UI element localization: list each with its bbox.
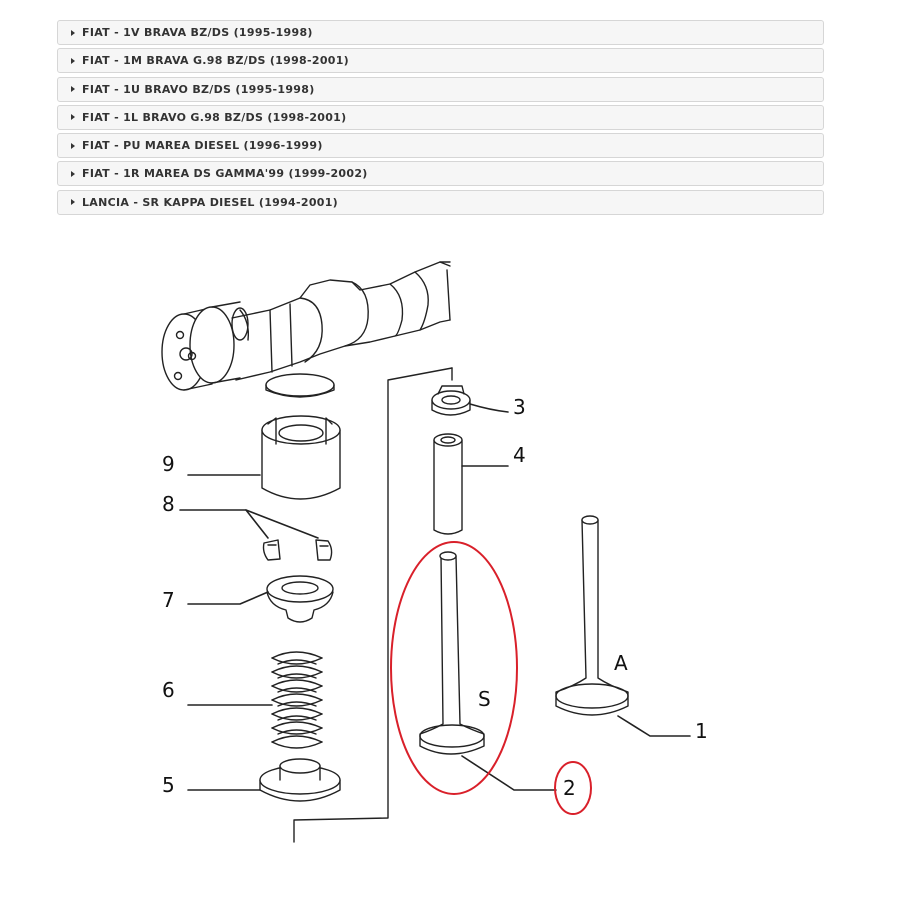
callout-6: 6 — [162, 678, 175, 702]
callout-1: 1 — [695, 719, 708, 743]
accordion-item-label: FIAT - 1M BRAVA G.98 BZ/DS (1998-2001) — [82, 54, 350, 68]
accordion-item-label: FIAT - 1V BRAVA BZ/DS (1995-1998) — [82, 26, 313, 39]
accordion-item-label: FIAT - 1U BRAVO BZ/DS (1995-1998) — [82, 82, 315, 96]
callout-8: 8 — [162, 492, 175, 516]
lower-spring-seat-illustration — [260, 759, 340, 801]
accordion-item-label: LANCIA - SR KAPPA DIESEL (1994-2001) — [82, 195, 339, 209]
exhaust-valve-illustration — [420, 552, 484, 754]
valve-spring-illustration — [272, 652, 322, 748]
valve-stem-seal-illustration — [432, 386, 470, 415]
valve-guide-illustration — [434, 434, 462, 534]
upper-spring-retainer-illustration — [267, 576, 333, 622]
callout-5: 5 — [162, 773, 175, 797]
accordion-item-label: FIAT - 1L BRAVO G.98 BZ/DS (1998-2001) — [82, 110, 347, 124]
callout-9: 9 — [162, 452, 175, 476]
shim-disc-illustration — [266, 374, 334, 397]
callout-4: 4 — [513, 443, 526, 467]
callout-2: 2 — [563, 776, 576, 800]
callout-3: 3 — [513, 395, 526, 419]
accordion-item-label: FIAT - PU MAREA DIESEL (1996-1999) — [82, 139, 323, 153]
valve-collets-illustration — [264, 540, 332, 560]
callout-letter-s: S — [478, 687, 491, 711]
callout-letter-a: A — [614, 651, 628, 675]
camshaft-illustration — [162, 262, 450, 390]
intake-valve-illustration — [556, 516, 628, 715]
callout-7: 7 — [162, 588, 175, 612]
bucket-tappet-illustration — [262, 416, 340, 499]
accordion-item-label: FIAT - 1R MAREA DS GAMMA'99 (1999-2002) — [82, 167, 368, 181]
